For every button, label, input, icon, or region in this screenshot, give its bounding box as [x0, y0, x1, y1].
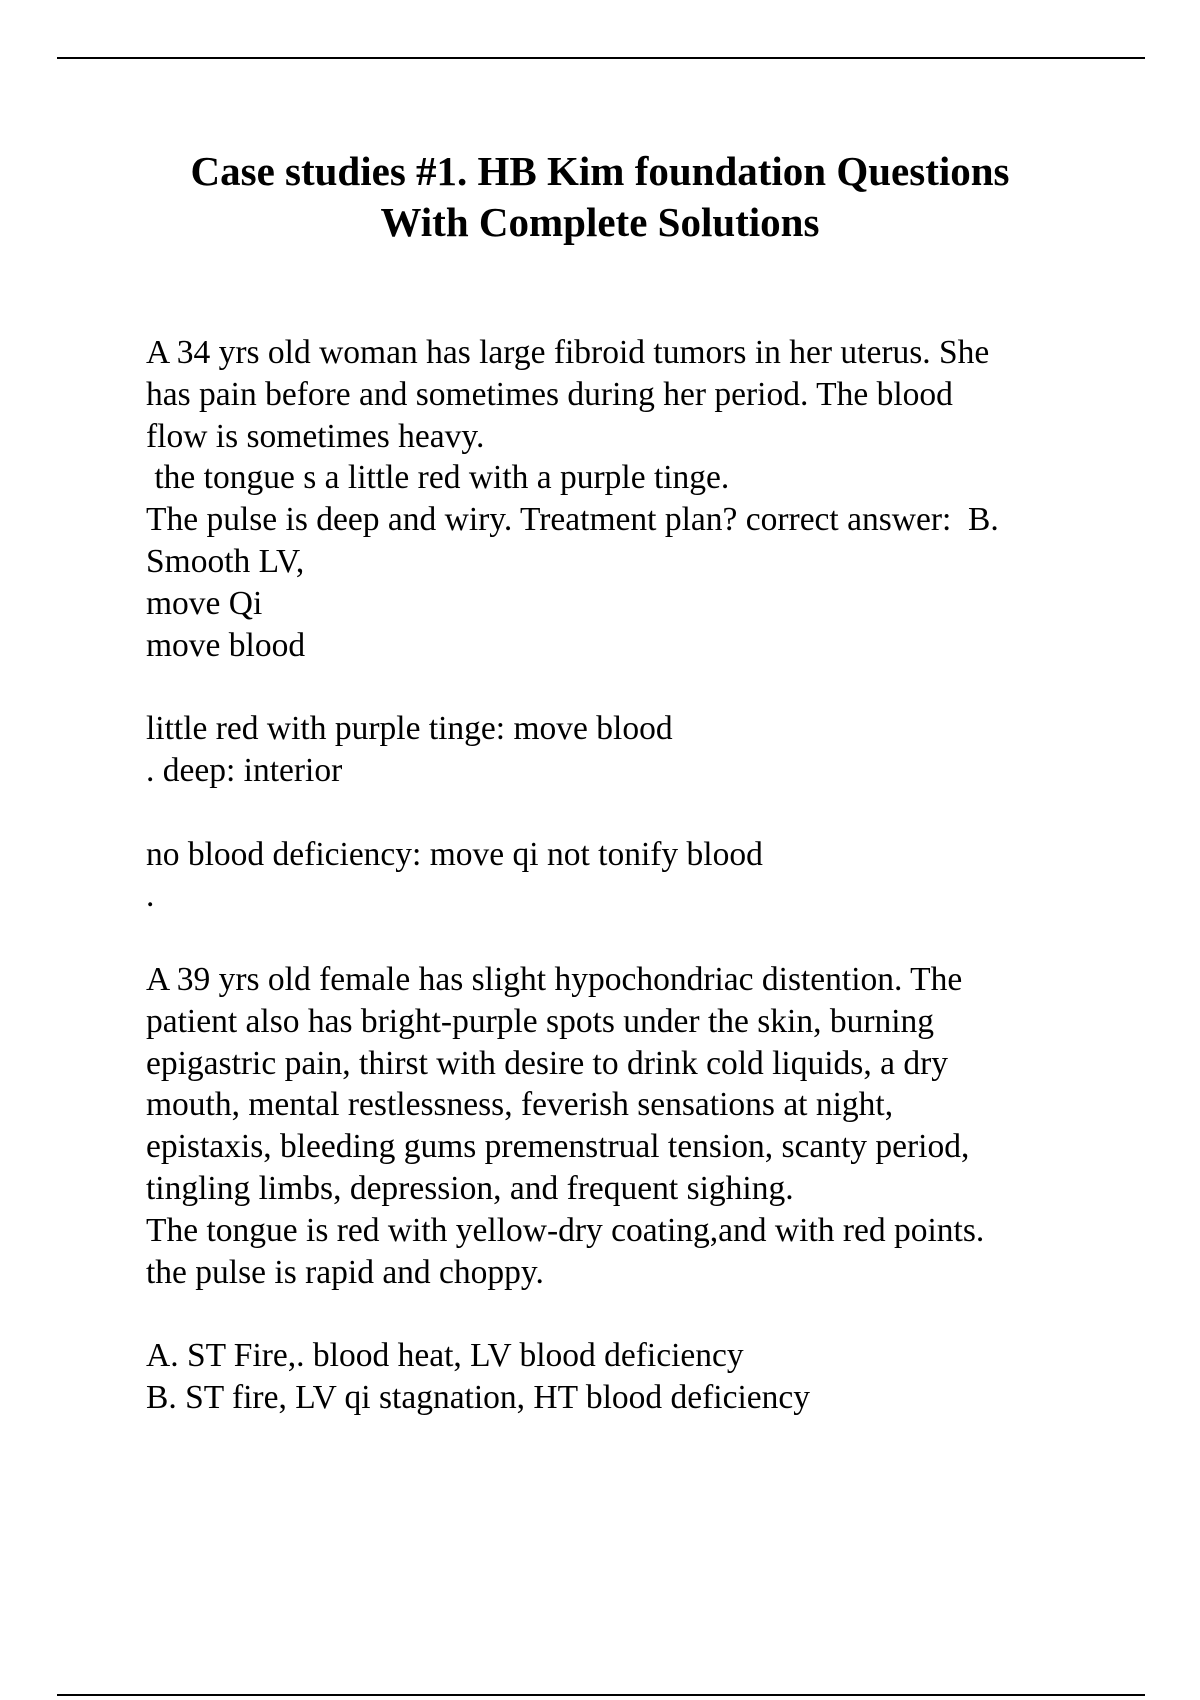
case-2-line: the pulse is rapid and choppy. — [146, 1253, 544, 1291]
case-1-line: move blood — [146, 626, 306, 664]
case-1-line: the tongue s a little red with a purple tinge. — [146, 459, 730, 497]
case-1-note: no blood deficiency: move qi not tonify blood — [146, 835, 763, 873]
paragraph-gap — [146, 1293, 1106, 1335]
case-2-line: epistaxis, bleeding gums premenstrual tension, scanty period, — [146, 1128, 970, 1166]
answer-option-b: B. ST fire, LV qi stagnation, HT blood deficiency — [146, 1378, 811, 1416]
case-1-line: The pulse is deep and wiry. Treatment plan? correct answer: B. — [146, 501, 999, 539]
case-1-line: A 34 yrs old woman has large fibroid tumors in her uterus. She — [146, 334, 990, 371]
paragraph-gap — [146, 666, 1106, 708]
case-1-line: flow is sometimes heavy. — [146, 417, 485, 455]
case-1-line: Smooth LV, — [146, 542, 305, 580]
case-2-line: mouth, mental restlessness, feverish sensations at night, — [146, 1086, 894, 1124]
page-title — [100, 146, 1100, 248]
case-2-line: A 39 yrs old female has slight hypochondriac distention. The — [146, 960, 963, 998]
case-2-line: patient also has bright-purple spots under the skin, burning — [146, 1002, 935, 1040]
case-1-note: . — [146, 877, 155, 915]
case-2-question — [146, 959, 1106, 1293]
case-1-question — [146, 332, 1106, 666]
case-2-line: The tongue is red with yellow-dry coating,and with red points. — [146, 1211, 985, 1249]
top-rule — [57, 57, 1145, 59]
paragraph-gap — [146, 917, 1106, 959]
title-line-1: Case studies #1. HB Kim foundation Questions — [190, 148, 1010, 194]
case-1-line: move Qi — [146, 584, 263, 622]
answer-option-a: A. ST Fire,. blood heat, LV blood deficiency — [146, 1337, 744, 1375]
case-1-note: little red with purple tinge: move blood — [146, 710, 673, 748]
case-1-note-2 — [146, 834, 1106, 918]
document-body — [146, 332, 1106, 1419]
title-line-2: With Complete Solutions — [380, 199, 820, 245]
case-1-note: . deep: interior — [146, 751, 343, 789]
paragraph-gap — [146, 792, 1106, 834]
case-2-line: tingling limbs, depression, and frequent sighing. — [146, 1169, 794, 1207]
case-1-line: has pain before and sometimes during her period. The blood — [146, 375, 953, 413]
case-2-options — [146, 1335, 1106, 1419]
case-1-notes — [146, 708, 1106, 792]
case-2-line: epigastric pain, thirst with desire to drink cold liquids, a dry — [146, 1044, 948, 1082]
bottom-rule — [57, 1694, 1145, 1696]
